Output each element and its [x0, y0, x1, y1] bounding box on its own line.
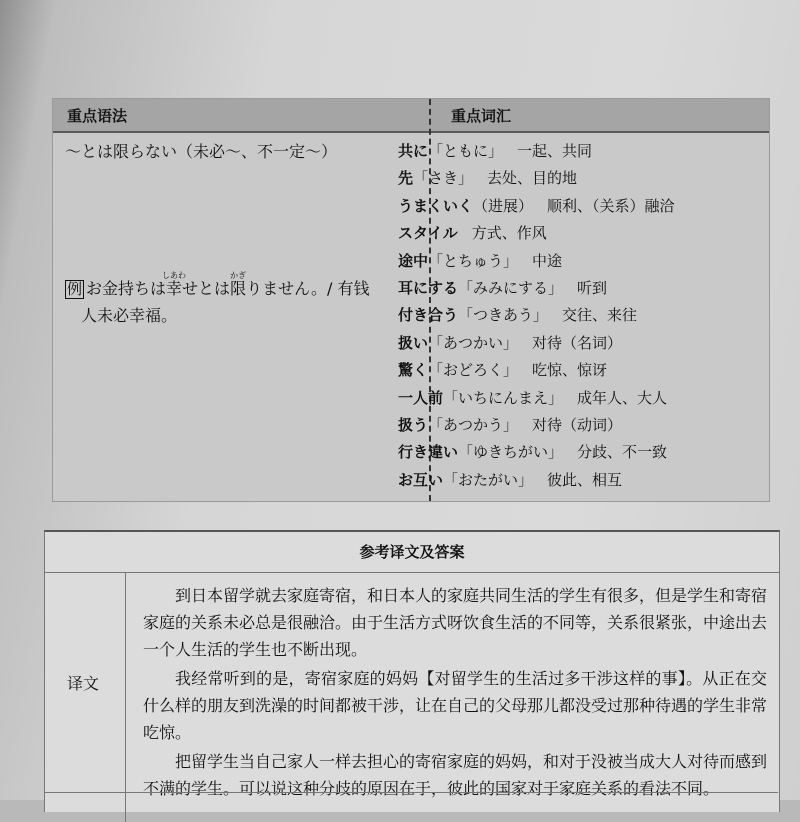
vocab-item — [398, 277, 758, 304]
vocab-item — [398, 250, 758, 277]
box-header — [53, 99, 769, 133]
vocab-word: 先 — [398, 169, 414, 188]
vocab-reading: 「ともに」 — [428, 142, 504, 160]
label-column — [45, 573, 126, 822]
vocab-word: 扱う — [398, 415, 429, 434]
vocab-word: お互い — [398, 470, 444, 489]
translation-label: 译文 — [67, 674, 100, 693]
vocab-reading: 「あつかい」 — [428, 333, 519, 352]
vocab-item — [398, 441, 758, 468]
vocab-meaning: 分歧、不一致 — [577, 443, 668, 462]
vocab-word: 驚く — [398, 361, 429, 380]
vocab-item — [398, 140, 758, 167]
vocab-meaning: 对待（名词） — [532, 333, 623, 352]
vocab-item — [398, 304, 758, 331]
vocab-meaning: 去处、目的地 — [487, 169, 578, 188]
translation-paragraph: 到日本留学就去家庭寄宿，和日本人的家庭共同生活的学生有很多，但是学生和寄宿家庭的关系未必总是很融洽。由于生活方式呀饮食生活的不同等，关系很紧张，中途出去一个人生活的学生也不断出现。 — [143, 586, 768, 659]
vocab-meaning: 一起、共同 — [517, 142, 593, 160]
vocab-item — [398, 414, 758, 441]
grammar-pattern: ～とは限らない（未必～、不一定～） — [65, 142, 338, 161]
vocab-item — [398, 167, 758, 194]
vocab-word: 付き合う — [398, 306, 459, 325]
example-mark: 例 — [67, 280, 83, 298]
example-part: りません。/ 有钱 — [246, 279, 370, 298]
vocab-meaning: 彼此、相互 — [547, 470, 623, 489]
vocab-meaning: 方式、作风 — [471, 224, 547, 243]
vocab-reading: 「おたがい」 — [443, 470, 534, 489]
vocab-item — [398, 195, 758, 222]
vocab-word: 扱い — [398, 333, 429, 352]
vocab-heading: 重点词汇 — [451, 107, 512, 125]
vocab-meaning: 听到 — [577, 278, 608, 297]
answers-title: 参考译文及答案 — [45, 532, 779, 573]
vocab-item — [398, 222, 758, 249]
vocab-reading: 「おどろく」 — [428, 361, 519, 380]
vocab-word: 耳にする — [398, 278, 459, 297]
ruby-reading: しあわ — [162, 271, 187, 280]
grammar-example-cont: 人未必幸福。 — [81, 306, 178, 325]
vocab-reading: 「みみにする」 — [458, 278, 564, 297]
grammar-example — [65, 271, 370, 299]
ruby-word — [230, 271, 247, 298]
vocab-word: 途中 — [398, 251, 429, 270]
vocab-meaning: 交往、来往 — [562, 306, 638, 325]
vocab-item — [398, 359, 758, 386]
vocab-meaning: 中途 — [532, 251, 563, 270]
reference-answers-table — [44, 530, 780, 812]
ruby-word — [162, 271, 187, 298]
vocab-item — [398, 469, 758, 496]
vocab-word: スタイル — [398, 224, 458, 243]
vocab-reading: 「あつかう」 — [428, 415, 519, 434]
vocab-list — [398, 140, 758, 496]
vocab-reading: （进展） — [473, 196, 534, 215]
example-part: せとは — [182, 279, 231, 298]
vocab-item — [398, 387, 758, 414]
table-bottom-line — [44, 792, 778, 793]
translation-text — [143, 582, 767, 804]
vocab-meaning: 顺利、（关系）融洽 — [547, 196, 675, 215]
vocab-meaning: 对待（动词） — [532, 415, 623, 434]
vocab-meaning: 吃惊、惊讶 — [532, 361, 608, 380]
translation-paragraph: 我经常听到的是，寄宿家庭的妈妈【对留学生的生活过多干涉这样的事】。从正在交什么样的朋友到洗澡的时间都被干涉，让在自己的父母那儿都没受过那种待遇的学生非常吃惊。 — [143, 669, 768, 742]
vocab-reading: 「つきあう」 — [458, 306, 549, 325]
vocab-word: 行き違い — [398, 443, 459, 462]
ruby-base: 幸 — [162, 279, 187, 298]
vocab-word: うまくいく — [398, 196, 474, 215]
ruby-base: 限 — [230, 279, 247, 298]
vocab-word: 共に — [398, 142, 429, 160]
ruby-reading: かぎ — [230, 271, 247, 280]
example-part: お金持ちは — [86, 279, 167, 298]
vocab-word: 一人前 — [398, 388, 444, 407]
vocab-item — [398, 332, 758, 359]
vocab-reading: 「とちゅう」 — [428, 251, 519, 270]
vocab-reading: 「ゆきちがい」 — [458, 443, 564, 462]
vocab-reading: 「いちにんまえ」 — [443, 388, 564, 407]
vocab-meaning: 成年人、大人 — [577, 388, 668, 407]
grammar-heading: 重点语法 — [67, 107, 128, 125]
translation-paragraph: 把留学生当自己家人一样去担心的寄宿家庭的妈妈，和对于没被当成大人对待而感到不满的学生。可以说这种分歧的原因在于，彼此的国家对于家庭关系的看法不同。 — [143, 752, 768, 798]
vocab-reading: 「さき」 — [413, 169, 474, 188]
